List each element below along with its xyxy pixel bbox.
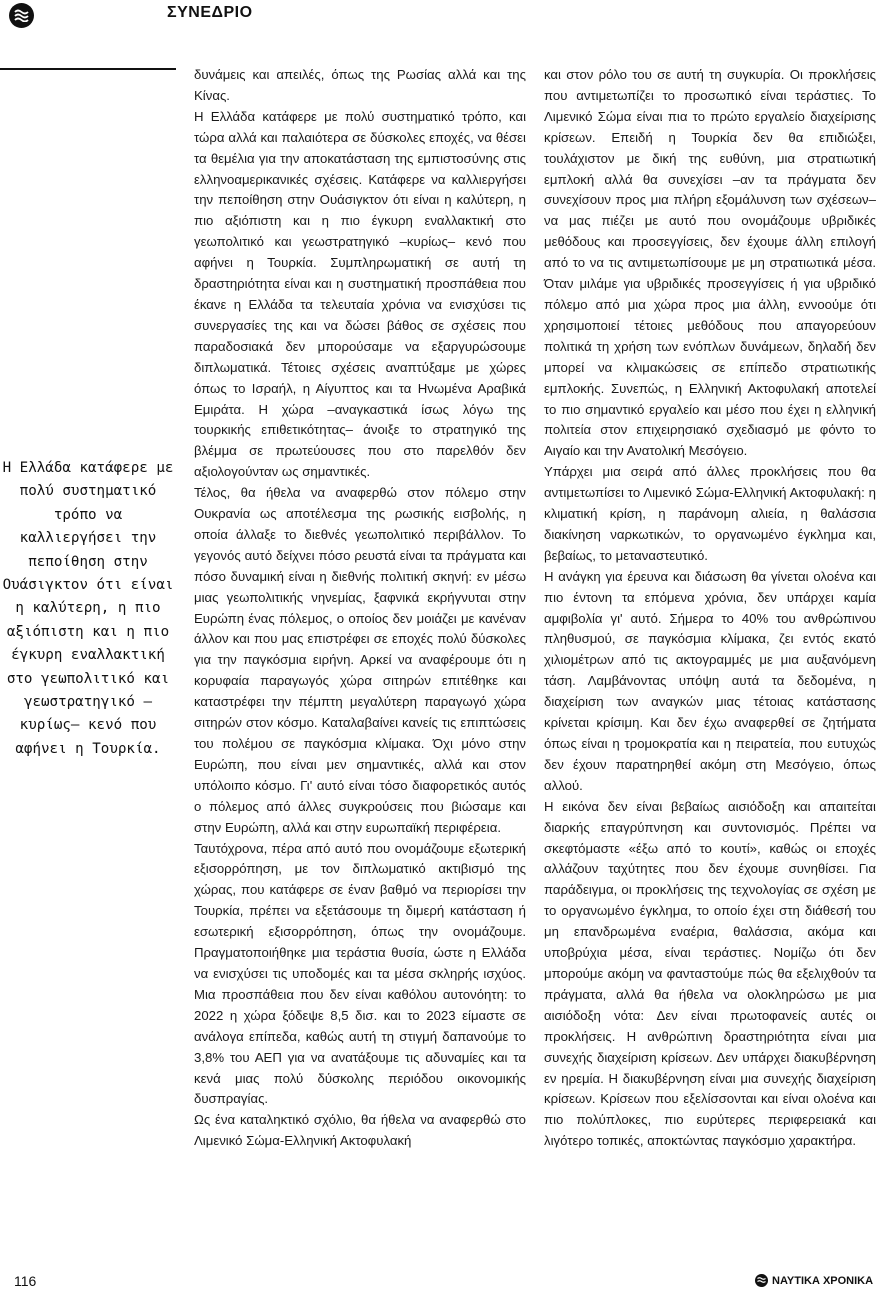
- magazine-logo-icon: [9, 3, 34, 28]
- paragraph: Ως ένα καταληκτικό σχόλιο, θα ήθελα να αναφερθώ στο Λιμενικό Σώμα-Ελληνική Ακτοφυλακή: [194, 1112, 526, 1149]
- pull-quote: Η Ελλάδα κατάφερε με πολύ συστηματικό τρόπο να καλλιεργήσει την πεποίθηση στην Ουάσιγκτον ότι είναι η καλύτερη, η πιο αξιόπιστη και η πιο έγκυρη εναλλακτική στο γεωπολιτικό και γεωστρατηγικό –κυρίως– κενό που αφήνει η Τουρκία.: [2, 460, 174, 757]
- footer-brand: [755, 1274, 873, 1287]
- article-column-1: [194, 65, 526, 1152]
- paragraph: Υπάρχει μια σειρά από άλλες προκλήσεις που θα αντιμετωπίσει το Λιμενικό Σώμα-Ελληνική Ακτοφυλακή: η κλιματική κρίση, η παράνομη αλιεία, η θαλάσσια διακίνηση ναρκωτικών, το οργανωμένο έγκλημα και, βεβαίως, το μεταναστευτικό.: [544, 464, 876, 563]
- paragraph: Τέλος, θα ήθελα να αναφερθώ στον πόλεμο στην Ουκρανία ως αποτέλεσμα της ρωσικής εισβολής, η οποία άλλαξε το διεθνές γεωπολιτικό περιβάλλον. Το γεγονός αυτό δείχνει πόσο ρευστά είναι τα πράγματα και πόσο δυναμική είναι η διεθνής πολιτική σκηνή: εν μέσω μιας γεωπολιτικής νηνεμίας, ξαφνικά εκρήγνυται στην Ευρώπη ένας πόλεμος, ο οποίος δεν μοιάζει με κανέναν άλλον και που μας επιστρέφει σε εποχές πολύ δύσκολες για την παγκόσμια ειρήνη. Αρκεί να αναφέρουμε ότι η κορυφαία παραγωγός χώρα σιτηρών επιτέθηκε και καταστρέφει την πέμπτη μεγαλύτερη παραγωγό χώρα σιτηρών στον κόσμο. Καταλαβαίνει κανείς τις επιπτώσεις του πολέμου σε παγκόσμια κλίμακα. Όχι μόνο στην Ευρώπη, που είναι μεν σημαντικές, αλλά και στον υπόλοιπο κόσμο. Γι' αυτό είναι τόσο διαφορετικός αυτός ο πόλεμος από άλλες συγκρούσεις που βιώσαμε και στην Ευρώπη, αλλά και στην ευρωπαϊκή περιφέρεια.: [194, 485, 526, 835]
- paragraph: Η εικόνα δεν είναι βεβαίως αισιόδοξη και απαιτείται διαρκής επαγρύπνηση και συντονισμός. Πρέπει να σκεφτόμαστε «έξω από το κουτί», καθώς οι εποχές αλλάζουν ταχύτητες που δεν έχουμε συνηθίσει. Για παράδειγμα, οι προκλήσεις της τεχνολογίας σε σχέση με το οργανωμένο έγκλημα, το οποίο έχει στη διάθεσή του μη επανδρωμένα εναέρια, θαλάσσια, ακόμα και υποβρύχια μέσα, είναι τεράστιες. Νομίζω ότι δεν μπορούμε ακόμη να φανταστούμε πώς θα εξελιχθούν τα πράγματα, αλλά θα ήθελα να ολοκληρώσω με μια αισιόδοξη νότα: Δεν είναι πρωτοφανείς αυτές οι προκλήσεις. Η ανθρώπινη δραστηριότητα είναι μια συνεχής διαχείριση κρίσεων. Δεν υπάρχει διακυβέρνηση εν ηρεμία. Η διακυβέρνηση είναι μια συνεχής διαχείριση κρίσεων. Κρίσεων που εξελίσσονται και είναι ολοένα και πιο πολύπλοκες, πιο ευρύτερες περιφερειακά και λιγότερο τοπικές, αποκτώντας παγκόσμιο χαρακτήρα.: [544, 798, 876, 1149]
- article-column-2: [544, 65, 876, 1152]
- brand-name: ΝΑΥΤΙΚΑ ΧΡΟΝΙΚΑ: [772, 1274, 874, 1287]
- pullquote-divider: [0, 68, 176, 70]
- paragraph: Η Ελλάδα κατάφερε με πολύ συστηματικό τρόπο, και τώρα αλλά και παλαιότερα σε δύσκολες εποχές, να θέσει τα θεμέλια για την αποκατάσταση της εμπιστοσύνης στις ελληνοαμερικανικές σχέσεις. Κατάφερε να καλλιεργήσει την πεποίθηση στην Ουάσιγκτον ότι είναι η καλύτερη, η πιο αξιόπιστη και η πιο έγκυρη εναλλακτική στο γεωπολιτικό και γεωστρατηγικό –κυρίως– κενό που αφήνει η Τουρκία. Συμπληρωματική σε αυτή τη δραστηριότητα είναι και η συστηματική προσπάθεια που έκανε η Ελλάδα τα τελευταία χρόνια να ενισχύσει τις συνεργασίες της και να δώσει βάθος σε σχέσεις που παραδοσιακά δεν μπορούσαμε να εξαργυρώσουμε διπλωματικά. Τέτοιες σχέσεις αναπτύξαμε με χώρες όπως το Ισραήλ, η Αίγυπτος και τα Ηνωμένα Αραβικά Εμιράτα. Η χώρα –αναγκαστικά ίσως λόγω της τουρκικής επιθετικότητας– άνοιξε το στρατηγικό της βλέμμα σε πρωτεύουσες που στο παρελθόν δεν αξιολογούνταν ως σημαντικές.: [194, 108, 526, 480]
- paragraph: δυνάμεις και απειλές, όπως της Ρωσίας αλλά και της Κίνας.: [194, 67, 526, 103]
- paragraph: Η ανάγκη για έρευνα και διάσωση θα γίνεται ολοένα και πιο έντονη τα επόμενα χρόνια, δεν υπάρχει καμία αμφιβολία γι' αυτό. Σήμερα το 40% του ανθρώπινου πληθυσμού, σε παγκόσμια κλίμακα, ζει εντός εκατό χιλιομέτρων από τις ακτογραμμές με μια αυξανόμενη τάση. Λαμβάνοντας υπόψη αυτά τα δεδομένα, η διαχείριση των αναγκών μιας τέτοιας κατάστασης κρίνεται κρίσιμη. Και δεν έχω αναφερθεί σε ζητήματα όπως είναι η τρομοκρατία και η πειρατεία, που ευτυχώς δεν έχουν παρατηρηθεί ακόμη στη Μεσόγειο, όπως αλλού.: [544, 568, 876, 793]
- wave-logo-icon: [755, 1274, 768, 1287]
- section-title: ΣΥΝΕΔΡΙΟ: [167, 4, 253, 21]
- paragraph: και στον ρόλο του σε αυτή τη συγκυρία. Οι προκλήσεις που αντιμετωπίζει το προσωπικό είναι τεράστιες. Το Λιμενικό Σώμα είναι πια το πρώτο εργαλείο διαχείρισης κρίσεων. Επειδή η Τουρκία δεν θα επιδιώξει, τουλάχιστον με δική της ευθύνη, μια στρατιωτική εμπλοκή αλλά θα συνεχίσει –αν τα πράγματα δεν συνεχίσουν προς μια πλήρη εξομάλυνση των σχέσεων– να μας πιέζει με αυτό που ονομάζουμε υβριδικές μεθόδους και προσεγγίσεις, δεν έχουμε άλλη επιλογή από το να τις αντιμετωπίσουμε με μη στρατιωτικά μέσα. Όταν μιλάμε για υβριδικές προσεγγίσεις ή για υβριδικό πόλεμο από μια χώρα προς μια άλλη, εννοούμε ότι χρησιμοποιεί τέτοιες μεθόδους που απαγορεύουν πολιτικά τη χρήση των ενόπλων δυνάμεων, δηλαδή δεν μπορεί να κλιμακώσεις σε επίπεδο στρατιωτικής εμπλοκής. Συνεπώς, η Ελληνική Ακτοφυλακή αποτελεί το πιο σημαντικό εργαλείο και μέσο που έχει η ελληνική πολιτεία στον επιχειρησιακό σχεδιασμό με φόντο το Αιγαίο και την Ανατολική Μεσόγειο.: [544, 67, 876, 459]
- page-number: 116: [14, 1273, 37, 1289]
- paragraph: Ταυτόχρονα, πέρα από αυτό που ονομάζουμε εξωτερική εξισορρόπηση, με τον διπλωματικό ακτιβισμό της χώρας, που κατάφερε σε έναν βαθμό να περιορίσει την Τουρκία, πρέπει να εξετάσουμε τη διμερή κατάσταση ή εσωτερική εξισορρόπηση, όπως την ονομάζουμε. Πραγματοποιήθηκε μια τεράστια θυσία, ώστε η Ελλάδα να ενισχύσει τις υποδομές και τα μέσα σκληρής ισχύος. Μια προσπάθεια που δεν είναι καθόλου αυτονόητη: το 2022 η χώρα ξόδεψε 8,5 δισ. και το 2023 είμαστε σε ανάλογα επίπεδα, καθώς αυτή τη στιγμή δαπανούμε το 3,8% του ΑΕΠ για να ανατάξουμε τις αδυναμίες και τα κενά μιας πολύ δύσκολης περιόδου οικονομικής δυσπραγίας.: [194, 840, 526, 1107]
